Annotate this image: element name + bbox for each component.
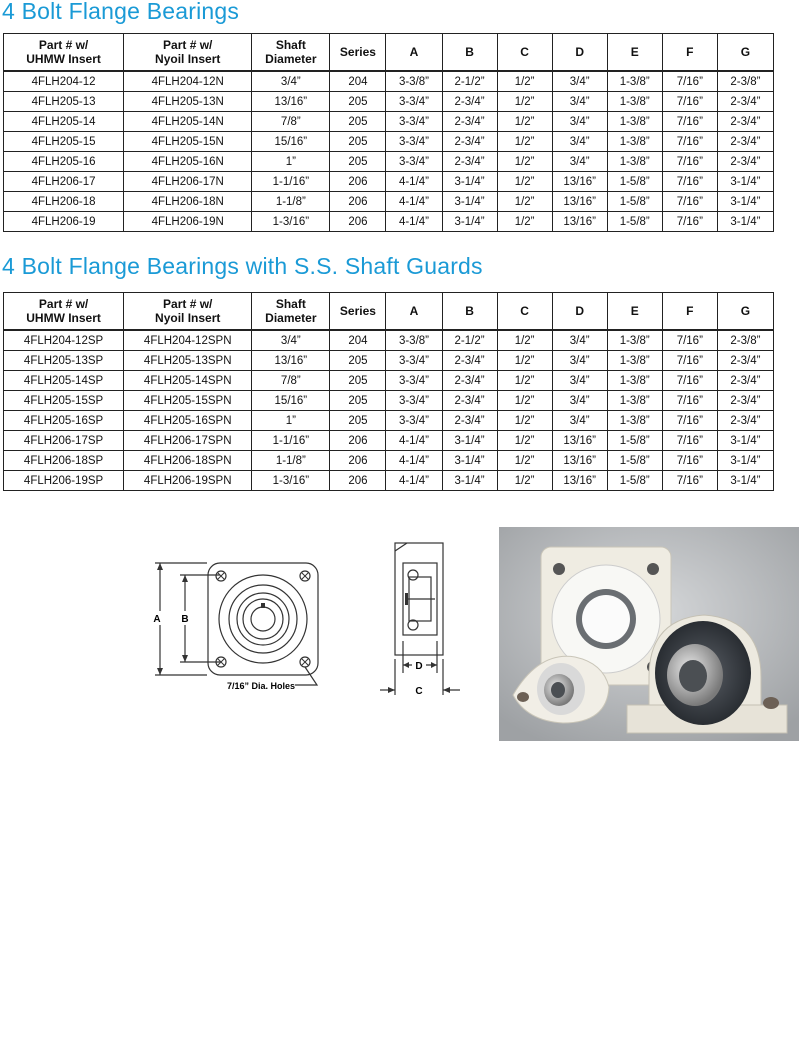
- table-cell: 3-3/4”: [386, 371, 442, 391]
- table-cell: 4FLH205-16SP: [4, 411, 124, 431]
- bearings-product-photo: [499, 527, 799, 741]
- table-cell: 7/16”: [662, 371, 717, 391]
- table-header-row: [4, 34, 774, 72]
- column-header: [662, 34, 717, 72]
- table-cell: 4FLH206-18: [4, 192, 124, 212]
- table-cell: 7/16”: [662, 112, 717, 132]
- table-cell: 4FLH204-12: [4, 71, 124, 92]
- column-header: [124, 34, 252, 72]
- table-cell: 1/2”: [497, 152, 552, 172]
- table-cell: 2-3/4”: [717, 371, 773, 391]
- table-cell: 1/2”: [497, 411, 552, 431]
- table-cell: 2-3/4”: [717, 351, 773, 371]
- table-cell: 4FLH205-13SPN: [124, 351, 252, 371]
- table-cell: 4-1/4”: [386, 451, 442, 471]
- column-header: [252, 293, 330, 331]
- column-header: [497, 293, 552, 331]
- column-header-text: UHMW Insert: [26, 311, 101, 325]
- table-cell: 1-3/8”: [607, 330, 662, 351]
- column-header-text: Nyoil Insert: [155, 311, 221, 325]
- table-cell: 2-3/8”: [717, 330, 773, 351]
- table-row: [4, 212, 774, 232]
- table-cell: 3/4”: [552, 391, 607, 411]
- table-cell: 1-5/8”: [607, 471, 662, 491]
- table-cell: 1/2”: [497, 172, 552, 192]
- column-header-text: C: [520, 45, 529, 59]
- table-cell: 1-5/8”: [607, 192, 662, 212]
- table-cell: 2-3/4”: [442, 371, 497, 391]
- table-cell: 4FLH205-14SP: [4, 371, 124, 391]
- column-header: [442, 34, 497, 72]
- table-row: [4, 371, 774, 391]
- table-cell: 2-3/4”: [717, 112, 773, 132]
- table-cell: 3/4”: [552, 152, 607, 172]
- table-cell: 4FLH206-19N: [124, 212, 252, 232]
- column-header-text: Series: [339, 304, 376, 318]
- section-title-shaft-guards: 4 Bolt Flange Bearings with S.S. Shaft Guards: [2, 253, 483, 279]
- table-cell: 1/2”: [497, 431, 552, 451]
- table-cell: 4-1/4”: [386, 212, 442, 232]
- table-cell: 7/16”: [662, 71, 717, 92]
- table-cell: 2-3/4”: [717, 411, 773, 431]
- table-row: [4, 351, 774, 371]
- table-cell: 1/2”: [497, 351, 552, 371]
- column-header-text: UHMW Insert: [26, 52, 101, 66]
- table-cell: 4FLH206-19: [4, 212, 124, 232]
- table-cell: 206: [330, 471, 386, 491]
- table-cell: 1-5/8”: [607, 172, 662, 192]
- table-cell: 1-1/16”: [252, 431, 330, 451]
- table-cell: 4FLH206-17SP: [4, 431, 124, 451]
- table-cell: 1/2”: [497, 371, 552, 391]
- holes-label: 7/16” Dia. Holes: [227, 681, 296, 691]
- table-cell: 4FLH205-16: [4, 152, 124, 172]
- table-cell: 3-1/4”: [442, 451, 497, 471]
- table-cell: 3-3/4”: [386, 112, 442, 132]
- column-header: [4, 34, 124, 72]
- table-cell: 15/16”: [252, 391, 330, 411]
- column-header-text: Part # w/: [38, 38, 89, 52]
- table-cell: 3-1/4”: [717, 451, 773, 471]
- table-cell: 1/2”: [497, 330, 552, 351]
- table-row: [4, 132, 774, 152]
- table-cell: 2-3/4”: [717, 391, 773, 411]
- dimension-d-label: D: [415, 661, 423, 672]
- column-header-text: B: [465, 304, 474, 318]
- table-cell: 7/16”: [662, 351, 717, 371]
- table-cell: 7/16”: [662, 152, 717, 172]
- table-cell: 3-1/4”: [717, 431, 773, 451]
- table-cell: 1/2”: [497, 451, 552, 471]
- table-row: [4, 471, 774, 491]
- column-header-text: E: [630, 304, 639, 318]
- table-cell: 206: [330, 451, 386, 471]
- flange-bearings-table: [3, 33, 774, 232]
- table-cell: 3-1/4”: [442, 192, 497, 212]
- column-header: [607, 293, 662, 331]
- column-header-text: D: [575, 45, 584, 59]
- column-header-text: G: [740, 304, 751, 318]
- table-cell: 13/16”: [552, 212, 607, 232]
- table-row: [4, 391, 774, 411]
- table-cell: 2-1/2”: [442, 330, 497, 351]
- table-cell: 205: [330, 411, 386, 431]
- table-cell: 4FLH205-15N: [124, 132, 252, 152]
- table-cell: 1/2”: [497, 132, 552, 152]
- section-title-flange-bearings: 4 Bolt Flange Bearings: [2, 0, 240, 24]
- column-header-text: Shaft: [275, 38, 306, 52]
- table-cell: 2-3/4”: [442, 132, 497, 152]
- column-header: [4, 293, 124, 331]
- column-header-text: Diameter: [265, 52, 317, 66]
- table-cell: 4-1/4”: [386, 192, 442, 212]
- table-cell: 206: [330, 212, 386, 232]
- table-cell: 204: [330, 71, 386, 92]
- table-cell: 1/2”: [497, 212, 552, 232]
- table-cell: 4FLH205-15SPN: [124, 391, 252, 411]
- table-cell: 2-3/4”: [717, 132, 773, 152]
- table-cell: 205: [330, 152, 386, 172]
- column-header: [442, 293, 497, 331]
- table-cell: 4FLH205-16SPN: [124, 411, 252, 431]
- column-header: [662, 293, 717, 331]
- column-header: [717, 34, 773, 72]
- table-cell: 3-1/4”: [442, 212, 497, 232]
- table-cell: 2-3/4”: [442, 152, 497, 172]
- column-header: [386, 34, 442, 72]
- column-header-text: C: [520, 304, 529, 318]
- table-cell: 3-3/4”: [386, 152, 442, 172]
- table-cell: 4FLH205-16N: [124, 152, 252, 172]
- column-header: [607, 34, 662, 72]
- table-cell: 4-1/4”: [386, 172, 442, 192]
- column-header-text: F: [686, 45, 694, 59]
- table-cell: 7/16”: [662, 451, 717, 471]
- table-cell: 3-1/4”: [717, 192, 773, 212]
- table-cell: 2-3/4”: [717, 92, 773, 112]
- table-row: [4, 71, 774, 92]
- table-cell: 3/4”: [552, 132, 607, 152]
- column-header-text: Part # w/: [163, 38, 213, 52]
- table-cell: 1/2”: [497, 71, 552, 92]
- table-cell: 204: [330, 330, 386, 351]
- table-cell: 4FLH206-19SPN: [124, 471, 252, 491]
- table-cell: 1”: [252, 411, 330, 431]
- table-cell: 4FLH206-18SP: [4, 451, 124, 471]
- table-cell: 3/4”: [552, 330, 607, 351]
- column-header-text: Part # w/: [163, 297, 213, 311]
- table-cell: 2-3/4”: [442, 351, 497, 371]
- table-cell: 3/4”: [552, 411, 607, 431]
- table-row: [4, 152, 774, 172]
- table-cell: 4FLH206-18N: [124, 192, 252, 212]
- table-row: [4, 431, 774, 451]
- table-cell: 3-1/4”: [717, 471, 773, 491]
- column-header: [330, 34, 386, 72]
- table-cell: 205: [330, 92, 386, 112]
- table-cell: 4FLH206-19SP: [4, 471, 124, 491]
- table-cell: 13/16”: [252, 92, 330, 112]
- table-cell: 7/8”: [252, 112, 330, 132]
- table-cell: 1-5/8”: [607, 431, 662, 451]
- table-cell: 1-3/8”: [607, 152, 662, 172]
- column-header-text: Series: [339, 45, 376, 59]
- table-cell: 3/4”: [552, 92, 607, 112]
- table-cell: 1/2”: [497, 471, 552, 491]
- table-cell: 205: [330, 391, 386, 411]
- table-cell: 7/16”: [662, 330, 717, 351]
- table-row: [4, 192, 774, 212]
- table-cell: 13/16”: [552, 471, 607, 491]
- table-cell: 4-1/4”: [386, 471, 442, 491]
- table-cell: 3-3/4”: [386, 351, 442, 371]
- table-cell: 3/4”: [552, 351, 607, 371]
- column-header: [552, 293, 607, 331]
- column-header: [386, 293, 442, 331]
- table-row: [4, 411, 774, 431]
- table-cell: 7/16”: [662, 471, 717, 491]
- table-cell: 7/16”: [662, 92, 717, 112]
- table-cell: 13/16”: [552, 172, 607, 192]
- table-cell: 205: [330, 112, 386, 132]
- table-cell: 2-3/8”: [717, 71, 773, 92]
- table-cell: 205: [330, 351, 386, 371]
- dimension-b-label: B: [181, 614, 189, 625]
- table-cell: 4FLH205-15SP: [4, 391, 124, 411]
- table-cell: 3/4”: [552, 371, 607, 391]
- column-header-text: Shaft: [275, 297, 306, 311]
- table-cell: 1-5/8”: [607, 212, 662, 232]
- table-cell: 4FLH206-17SPN: [124, 431, 252, 451]
- table-cell: 4FLH205-14: [4, 112, 124, 132]
- table-cell: 3-3/4”: [386, 411, 442, 431]
- table-cell: 4FLH204-12SP: [4, 330, 124, 351]
- table-cell: 1-3/8”: [607, 371, 662, 391]
- table-cell: 3/4”: [552, 112, 607, 132]
- table-cell: 1-3/16”: [252, 212, 330, 232]
- column-header-text: D: [575, 304, 584, 318]
- table-cell: 3/4”: [252, 330, 330, 351]
- table-cell: 3-1/4”: [442, 471, 497, 491]
- table-cell: 4FLH205-13: [4, 92, 124, 112]
- table-cell: 1-3/16”: [252, 471, 330, 491]
- table-cell: 205: [330, 371, 386, 391]
- table-cell: 1-1/16”: [252, 172, 330, 192]
- table-cell: 3-1/4”: [442, 431, 497, 451]
- table-row: [4, 330, 774, 351]
- table-cell: 3-1/4”: [717, 172, 773, 192]
- table-cell: 2-3/4”: [442, 411, 497, 431]
- table-cell: 1-1/8”: [252, 451, 330, 471]
- column-header: [497, 34, 552, 72]
- table-cell: 1-3/8”: [607, 71, 662, 92]
- table-cell: 1-3/8”: [607, 391, 662, 411]
- table-cell: 2-3/4”: [717, 152, 773, 172]
- table-cell: 1-3/8”: [607, 112, 662, 132]
- table-cell: 1-5/8”: [607, 451, 662, 471]
- table-cell: 3-3/8”: [386, 71, 442, 92]
- shaft-guards-table: [3, 292, 774, 491]
- table-cell: 3/4”: [252, 71, 330, 92]
- table-cell: 7/16”: [662, 431, 717, 451]
- table-cell: 2-3/4”: [442, 92, 497, 112]
- table-cell: 7/16”: [662, 192, 717, 212]
- table-cell: 3-3/8”: [386, 330, 442, 351]
- front-view-drawing: [145, 545, 335, 695]
- table-cell: 206: [330, 172, 386, 192]
- table-cell: 1”: [252, 152, 330, 172]
- table-cell: 4FLH205-13N: [124, 92, 252, 112]
- table-cell: 4FLH205-13SP: [4, 351, 124, 371]
- table-cell: 7/16”: [662, 411, 717, 431]
- table-cell: 4FLH204-12N: [124, 71, 252, 92]
- column-header: [330, 293, 386, 331]
- column-header-text: F: [686, 304, 694, 318]
- table-cell: 13/16”: [552, 431, 607, 451]
- column-header: [717, 293, 773, 331]
- table-cell: 4FLH206-17N: [124, 172, 252, 192]
- table-cell: 1-3/8”: [607, 132, 662, 152]
- table-cell: 7/16”: [662, 132, 717, 152]
- table-cell: 7/16”: [662, 212, 717, 232]
- table-cell: 4FLH205-15: [4, 132, 124, 152]
- table-cell: 15/16”: [252, 132, 330, 152]
- column-header-text: E: [630, 45, 639, 59]
- table-cell: 205: [330, 132, 386, 152]
- table-header-row: [4, 293, 774, 331]
- table-row: [4, 172, 774, 192]
- table-cell: 3-3/4”: [386, 92, 442, 112]
- table-cell: 4FLH205-14N: [124, 112, 252, 132]
- table-cell: 7/16”: [662, 391, 717, 411]
- column-header: [252, 34, 330, 72]
- table-cell: 2-3/4”: [442, 112, 497, 132]
- dimension-a-label: A: [153, 614, 161, 625]
- column-header: [552, 34, 607, 72]
- table-cell: 4FLH206-18SPN: [124, 451, 252, 471]
- table-cell: 1-3/8”: [607, 351, 662, 371]
- table-cell: 3-3/4”: [386, 132, 442, 152]
- table-cell: 206: [330, 192, 386, 212]
- table-row: [4, 451, 774, 471]
- table-cell: 3/4”: [552, 71, 607, 92]
- table-row: [4, 112, 774, 132]
- table-cell: 1-3/8”: [607, 92, 662, 112]
- column-header-text: Diameter: [265, 311, 317, 325]
- table-cell: 2-1/2”: [442, 71, 497, 92]
- table-cell: 13/16”: [552, 451, 607, 471]
- table-cell: 1/2”: [497, 192, 552, 212]
- column-header-text: A: [409, 304, 419, 318]
- table-cell: 1/2”: [497, 112, 552, 132]
- table-cell: 13/16”: [552, 192, 607, 212]
- table-cell: 7/16”: [662, 172, 717, 192]
- dimension-c-label: C: [415, 686, 423, 697]
- table-cell: 4FLH205-14SPN: [124, 371, 252, 391]
- column-header-text: B: [465, 45, 474, 59]
- table-cell: 3-1/4”: [442, 172, 497, 192]
- table-cell: 1/2”: [497, 391, 552, 411]
- table-cell: 4-1/4”: [386, 431, 442, 451]
- side-view-drawing: [375, 533, 470, 703]
- table-cell: 1-1/8”: [252, 192, 330, 212]
- column-header-text: Part # w/: [38, 297, 89, 311]
- table-cell: 7/8”: [252, 371, 330, 391]
- column-header-text: G: [740, 45, 751, 59]
- table-cell: 3-1/4”: [717, 212, 773, 232]
- table-row: [4, 92, 774, 112]
- table-cell: 4FLH204-12SPN: [124, 330, 252, 351]
- column-header-text: Nyoil Insert: [155, 52, 221, 66]
- table-cell: 2-3/4”: [442, 391, 497, 411]
- table-cell: 4FLH206-17: [4, 172, 124, 192]
- table-cell: 13/16”: [252, 351, 330, 371]
- table-cell: 1-3/8”: [607, 411, 662, 431]
- table-cell: 3-3/4”: [386, 391, 442, 411]
- table-cell: 1/2”: [497, 92, 552, 112]
- column-header: [124, 293, 252, 331]
- column-header-text: A: [409, 45, 419, 59]
- table-cell: 206: [330, 431, 386, 451]
